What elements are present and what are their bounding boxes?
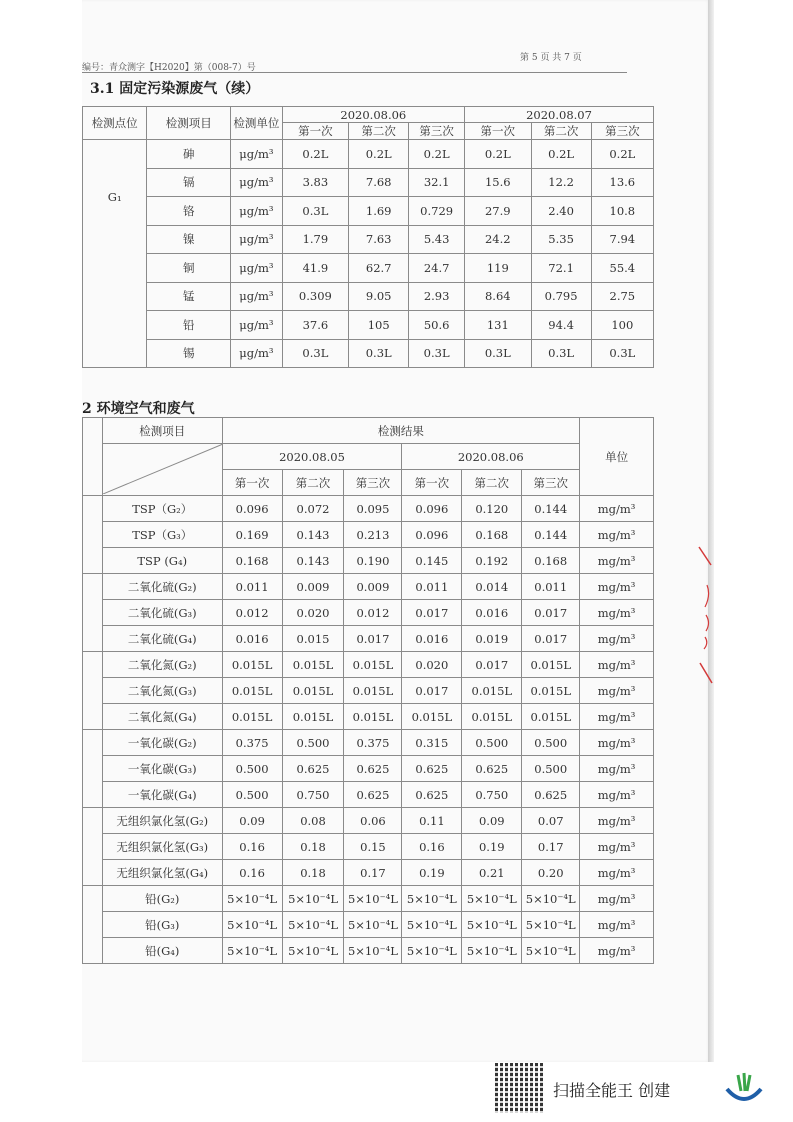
value-cell: 5.43	[409, 225, 465, 254]
value-cell: 94.4	[531, 311, 591, 340]
value-cell: 0.625	[462, 756, 522, 782]
value-cell: 0.015L	[344, 652, 402, 678]
value-cell: 0.500	[282, 730, 344, 756]
value-cell: 5×10⁻⁴L	[344, 886, 402, 912]
value-cell: 7.94	[591, 225, 653, 254]
value-cell: 24.7	[409, 254, 465, 283]
value-cell: 0.16	[402, 834, 462, 860]
seq-cell	[83, 730, 103, 808]
value-cell: 0.015L	[282, 652, 344, 678]
value-cell: 5.35	[531, 225, 591, 254]
value-cell: 0.19	[462, 834, 522, 860]
item-cell: 铅(G₃)	[102, 912, 222, 938]
value-cell: 0.015L	[222, 678, 282, 704]
item-cell: 二氧化硫(G₃)	[102, 600, 222, 626]
run-header: 第一次	[222, 470, 282, 496]
value-cell: 0.2L	[591, 140, 653, 169]
section-title-ambient-air: 2 环境空气和废气	[82, 401, 195, 417]
value-cell: 37.6	[282, 311, 349, 340]
value-cell: 62.7	[349, 254, 409, 283]
table-row	[83, 704, 654, 730]
item-cell: 二氧化硫(G₂)	[102, 574, 222, 600]
value-cell: 0.750	[462, 782, 522, 808]
item-cell: 镉	[147, 168, 231, 197]
item-cell: 铬	[147, 197, 231, 226]
value-cell: 0.017	[522, 626, 580, 652]
seq-cell	[83, 886, 103, 964]
item-cell: TSP（G₃）	[102, 522, 222, 548]
value-cell: 55.4	[591, 254, 653, 283]
page-indicator: 第 5 页 共 7 页	[520, 53, 582, 63]
value-cell: 0.145	[402, 548, 462, 574]
value-cell: 0.15	[344, 834, 402, 860]
value-cell: 0.06	[344, 808, 402, 834]
run-header: 第三次	[591, 123, 653, 140]
value-cell: 0.016	[222, 626, 282, 652]
value-cell: 8.64	[465, 282, 532, 311]
value-cell: 24.2	[465, 225, 532, 254]
run-header: 第一次	[465, 123, 532, 140]
diagonal-header-cell	[102, 444, 222, 496]
value-cell: 0.020	[282, 600, 344, 626]
value-cell: 0.144	[522, 522, 580, 548]
table-row	[83, 912, 654, 938]
value-cell: 0.315	[402, 730, 462, 756]
item-cell: 铜	[147, 254, 231, 283]
unit-cell: mg/m³	[580, 860, 654, 886]
value-cell: 0.2L	[282, 140, 349, 169]
table-row	[83, 522, 654, 548]
value-cell: 0.012	[222, 600, 282, 626]
unit-cell: μg/m³	[231, 140, 283, 169]
run-header: 第一次	[402, 470, 462, 496]
value-cell: 0.08	[282, 808, 344, 834]
item-cell: 锡	[147, 339, 231, 368]
value-cell: 0.017	[402, 678, 462, 704]
item-cell: 二氧化氮(G₃)	[102, 678, 222, 704]
unit-cell: mg/m³	[580, 704, 654, 730]
point-cell: G₁	[83, 140, 147, 368]
value-cell: 0.309	[282, 282, 349, 311]
value-cell: 0.017	[522, 600, 580, 626]
seq-cell	[83, 496, 103, 574]
value-cell: 0.015L	[282, 704, 344, 730]
value-cell: 5×10⁻⁴L	[402, 886, 462, 912]
value-cell: 0.3L	[282, 339, 349, 368]
value-cell: 0.500	[222, 756, 282, 782]
value-cell: 0.096	[222, 496, 282, 522]
value-cell: 0.625	[344, 782, 402, 808]
value-cell: 0.795	[531, 282, 591, 311]
col-header-item: 检测项目	[102, 418, 222, 444]
item-cell: 铅(G₂)	[102, 886, 222, 912]
value-cell: 0.169	[222, 522, 282, 548]
item-cell: 二氧化氮(G₂)	[102, 652, 222, 678]
value-cell: 2.93	[409, 282, 465, 311]
col-header-unit: 单位	[580, 418, 654, 496]
run-header: 第一次	[282, 123, 349, 140]
table-row	[83, 730, 654, 756]
table-row	[83, 496, 654, 522]
value-cell: 100	[591, 311, 653, 340]
item-cell: 无组织氯化氢(G₃)	[102, 834, 222, 860]
unit-cell: mg/m³	[580, 626, 654, 652]
value-cell: 0.015	[282, 626, 344, 652]
value-cell: 0.625	[522, 782, 580, 808]
table-row	[83, 168, 654, 197]
value-cell: 0.168	[222, 548, 282, 574]
unit-cell: mg/m³	[580, 886, 654, 912]
table-row	[83, 678, 654, 704]
run-header: 第三次	[409, 123, 465, 140]
value-cell: 3.83	[282, 168, 349, 197]
value-cell: 0.015L	[522, 704, 580, 730]
unit-cell: mg/m³	[580, 574, 654, 600]
value-cell: 72.1	[531, 254, 591, 283]
run-header: 第三次	[344, 470, 402, 496]
value-cell: 12.2	[531, 168, 591, 197]
seq-cell	[83, 652, 103, 730]
value-cell: 0.009	[344, 574, 402, 600]
document-number: 编号：青众测字【H2020】第（008-7）号	[82, 63, 256, 73]
qr-code-icon[interactable]	[495, 1063, 545, 1113]
date-header: 2020.08.06	[402, 444, 580, 470]
value-cell: 1.69	[349, 197, 409, 226]
value-cell: 13.6	[591, 168, 653, 197]
value-cell: 5×10⁻⁴L	[344, 912, 402, 938]
unit-cell: μg/m³	[231, 339, 283, 368]
value-cell: 5×10⁻⁴L	[282, 938, 344, 964]
unit-cell: μg/m³	[231, 254, 283, 283]
value-cell: 0.2L	[409, 140, 465, 169]
date-header: 2020.08.06	[282, 107, 464, 123]
value-cell: 0.016	[402, 626, 462, 652]
value-cell: 0.07	[522, 808, 580, 834]
value-cell: 0.375	[344, 730, 402, 756]
table-row	[83, 282, 654, 311]
value-cell: 5×10⁻⁴L	[222, 938, 282, 964]
item-cell: 一氧化碳(G₄)	[102, 782, 222, 808]
table-row	[83, 197, 654, 226]
item-cell: 镍	[147, 225, 231, 254]
value-cell: 5×10⁻⁴L	[522, 938, 580, 964]
table-row	[83, 626, 654, 652]
value-cell: 0.019	[462, 626, 522, 652]
value-cell: 0.015L	[344, 678, 402, 704]
value-cell: 0.011	[222, 574, 282, 600]
value-cell: 0.3L	[409, 339, 465, 368]
value-cell: 2.40	[531, 197, 591, 226]
value-cell: 0.17	[522, 834, 580, 860]
value-cell: 41.9	[282, 254, 349, 283]
value-cell: 7.63	[349, 225, 409, 254]
item-cell: 无组织氯化氢(G₂)	[102, 808, 222, 834]
table-row	[83, 756, 654, 782]
value-cell: 0.750	[282, 782, 344, 808]
value-cell: 5×10⁻⁴L	[222, 912, 282, 938]
value-cell: 7.68	[349, 168, 409, 197]
table-row	[83, 254, 654, 283]
col-header-seq	[83, 418, 103, 496]
value-cell: 0.625	[344, 756, 402, 782]
value-cell: 5×10⁻⁴L	[282, 912, 344, 938]
camscanner-logo-icon	[723, 1071, 765, 1107]
item-cell: 铅(G₄)	[102, 938, 222, 964]
value-cell: 0.500	[522, 756, 580, 782]
unit-cell: μg/m³	[231, 282, 283, 311]
red-stamp-fragment	[697, 545, 715, 685]
value-cell: 0.015L	[222, 704, 282, 730]
value-cell: 131	[465, 311, 532, 340]
value-cell: 0.015L	[222, 652, 282, 678]
unit-cell: mg/m³	[580, 912, 654, 938]
value-cell: 0.015L	[462, 704, 522, 730]
value-cell: 5×10⁻⁴L	[344, 938, 402, 964]
unit-cell: mg/m³	[580, 496, 654, 522]
value-cell: 0.3L	[282, 197, 349, 226]
value-cell: 9.05	[349, 282, 409, 311]
table-row	[83, 834, 654, 860]
date-header: 2020.08.05	[222, 444, 402, 470]
run-header: 第三次	[522, 470, 580, 496]
value-cell: 0.011	[402, 574, 462, 600]
unit-cell: mg/m³	[580, 782, 654, 808]
value-cell: 0.015L	[402, 704, 462, 730]
value-cell: 0.3L	[465, 339, 532, 368]
value-cell: 2.75	[591, 282, 653, 311]
unit-cell: μg/m³	[231, 225, 283, 254]
value-cell: 0.500	[222, 782, 282, 808]
stamp-icon	[697, 545, 715, 685]
value-cell: 0.500	[462, 730, 522, 756]
value-cell: 0.015L	[462, 678, 522, 704]
value-cell: 0.143	[282, 522, 344, 548]
value-cell: 5×10⁻⁴L	[462, 886, 522, 912]
value-cell: 0.015L	[344, 704, 402, 730]
value-cell: 0.213	[344, 522, 402, 548]
value-cell: 0.016	[462, 600, 522, 626]
item-cell: 二氧化氮(G₄)	[102, 704, 222, 730]
col-header-unit: 检测单位	[231, 107, 283, 140]
value-cell: 5×10⁻⁴L	[402, 912, 462, 938]
table-row	[83, 886, 654, 912]
unit-cell: mg/m³	[580, 756, 654, 782]
value-cell: 0.18	[282, 860, 344, 886]
col-header-point: 检测点位	[83, 107, 147, 140]
unit-cell: mg/m³	[580, 678, 654, 704]
value-cell: 0.625	[402, 756, 462, 782]
table-row	[83, 311, 654, 340]
value-cell: 0.015L	[522, 652, 580, 678]
run-header: 第二次	[349, 123, 409, 140]
table-row	[83, 225, 654, 254]
unit-cell: μg/m³	[231, 311, 283, 340]
value-cell: 0.096	[402, 522, 462, 548]
run-header: 第二次	[282, 470, 344, 496]
value-cell: 0.095	[344, 496, 402, 522]
run-header: 第二次	[462, 470, 522, 496]
value-cell: 0.2L	[465, 140, 532, 169]
item-cell: 一氧化碳(G₃)	[102, 756, 222, 782]
value-cell: 10.8	[591, 197, 653, 226]
value-cell: 50.6	[409, 311, 465, 340]
value-cell: 0.017	[462, 652, 522, 678]
value-cell: 119	[465, 254, 532, 283]
item-cell: 一氧化碳(G₂)	[102, 730, 222, 756]
value-cell: 5×10⁻⁴L	[522, 912, 580, 938]
item-cell: 无组织氯化氢(G₄)	[102, 860, 222, 886]
value-cell: 0.168	[462, 522, 522, 548]
value-cell: 0.096	[402, 496, 462, 522]
table-row	[83, 808, 654, 834]
value-cell: 5×10⁻⁴L	[282, 886, 344, 912]
value-cell: 0.625	[402, 782, 462, 808]
table-row	[83, 782, 654, 808]
value-cell: 0.017	[344, 626, 402, 652]
value-cell: 15.6	[465, 168, 532, 197]
value-cell: 0.017	[402, 600, 462, 626]
table-row	[83, 548, 654, 574]
value-cell: 0.19	[402, 860, 462, 886]
value-cell: 0.072	[282, 496, 344, 522]
value-cell: 0.168	[522, 548, 580, 574]
unit-cell: mg/m³	[580, 600, 654, 626]
value-cell: 5×10⁻⁴L	[462, 912, 522, 938]
unit-cell: mg/m³	[580, 730, 654, 756]
ambient-air-table	[82, 417, 654, 964]
item-cell: TSP（G₂）	[102, 496, 222, 522]
unit-cell: mg/m³	[580, 808, 654, 834]
value-cell: 5×10⁻⁴L	[402, 938, 462, 964]
value-cell: 0.009	[282, 574, 344, 600]
item-cell: 砷	[147, 140, 231, 169]
unit-cell: μg/m³	[231, 168, 283, 197]
table-row	[83, 938, 654, 964]
value-cell: 0.16	[222, 834, 282, 860]
unit-cell: μg/m³	[231, 197, 283, 226]
value-cell: 0.020	[402, 652, 462, 678]
value-cell: 0.144	[522, 496, 580, 522]
scanner-footer	[495, 1063, 793, 1118]
table-row	[83, 600, 654, 626]
value-cell: 5×10⁻⁴L	[462, 938, 522, 964]
date-header: 2020.08.07	[465, 107, 654, 123]
diagonal-line	[103, 444, 222, 494]
section-title-fixed-source: 3.1 固定污染源废气（续）	[90, 81, 260, 97]
run-header: 第二次	[531, 123, 591, 140]
item-cell: 铅	[147, 311, 231, 340]
value-cell: 0.500	[522, 730, 580, 756]
value-cell: 0.120	[462, 496, 522, 522]
seq-cell	[83, 808, 103, 886]
value-cell: 0.17	[344, 860, 402, 886]
value-cell: 0.3L	[591, 339, 653, 368]
table-row	[83, 652, 654, 678]
table-row	[83, 860, 654, 886]
unit-cell: mg/m³	[580, 938, 654, 964]
header-divider	[82, 72, 627, 73]
value-cell: 0.18	[282, 834, 344, 860]
value-cell: 1.79	[282, 225, 349, 254]
scan-credit-text: 扫描全能王 创建	[553, 1081, 671, 1100]
value-cell: 5×10⁻⁴L	[222, 886, 282, 912]
page-edge	[708, 0, 714, 1062]
value-cell: 0.09	[462, 808, 522, 834]
value-cell: 0.2L	[349, 140, 409, 169]
value-cell: 0.3L	[531, 339, 591, 368]
seq-cell	[83, 574, 103, 652]
value-cell: 0.015L	[522, 678, 580, 704]
value-cell: 0.375	[222, 730, 282, 756]
fixed-source-table	[82, 106, 654, 368]
table-row	[83, 140, 654, 169]
unit-cell: mg/m³	[580, 652, 654, 678]
table-row	[83, 574, 654, 600]
table-row	[83, 339, 654, 368]
unit-cell: mg/m³	[580, 522, 654, 548]
value-cell: 0.2L	[531, 140, 591, 169]
unit-cell: mg/m³	[580, 834, 654, 860]
unit-cell: mg/m³	[580, 548, 654, 574]
value-cell: 0.190	[344, 548, 402, 574]
value-cell: 27.9	[465, 197, 532, 226]
value-cell: 0.012	[344, 600, 402, 626]
value-cell: 5×10⁻⁴L	[522, 886, 580, 912]
item-cell: 二氧化硫(G₄)	[102, 626, 222, 652]
value-cell: 105	[349, 311, 409, 340]
item-cell: 锰	[147, 282, 231, 311]
value-cell: 0.192	[462, 548, 522, 574]
value-cell: 0.11	[402, 808, 462, 834]
value-cell: 0.014	[462, 574, 522, 600]
value-cell: 0.20	[522, 860, 580, 886]
col-header-item: 检测项目	[147, 107, 231, 140]
item-cell: TSP (G₄)	[102, 548, 222, 574]
value-cell: 0.729	[409, 197, 465, 226]
value-cell: 0.011	[522, 574, 580, 600]
value-cell: 0.09	[222, 808, 282, 834]
value-cell: 0.21	[462, 860, 522, 886]
value-cell: 32.1	[409, 168, 465, 197]
value-cell: 0.625	[282, 756, 344, 782]
value-cell: 0.3L	[349, 339, 409, 368]
value-cell: 0.143	[282, 548, 344, 574]
col-header-result: 检测结果	[222, 418, 580, 444]
value-cell: 0.015L	[282, 678, 344, 704]
value-cell: 0.16	[222, 860, 282, 886]
